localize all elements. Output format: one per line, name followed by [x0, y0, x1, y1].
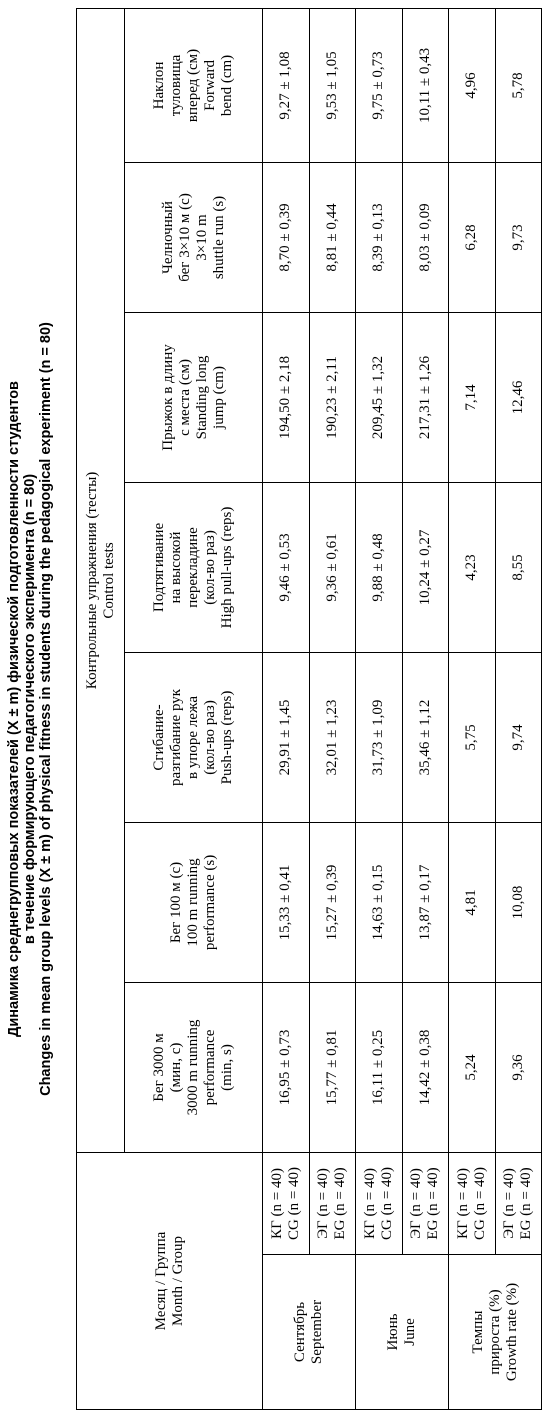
table-row	[356, 8, 403, 1409]
value-cell: 6,28	[449, 162, 496, 312]
value-cell: 9,88 ± 0,48	[356, 482, 403, 652]
column-header-pull-ups: Подтягивание на высокой перекладине (кол-во раз) High pull-ups (reps)	[125, 482, 263, 652]
value-cell: 9,36 ± 0,61	[309, 482, 356, 652]
group-cell: КГ (n = 40) CG (n = 40)	[356, 1152, 403, 1254]
table-row	[449, 8, 496, 1409]
column-header-100m: Бег 100 м (с) 100 m running performance (s)	[125, 822, 263, 982]
value-cell: 31,73 ± 1,09	[356, 652, 403, 822]
value-cell: 9,75 ± 0,73	[356, 8, 403, 162]
table-row	[402, 8, 449, 1409]
value-cell: 14,63 ± 0,15	[356, 822, 403, 982]
group-cell: ЭГ (n = 40) EG (n = 40)	[402, 1152, 449, 1254]
column-header-forward-bend: Наклон туловища вперед (см) Forward bend (cm)	[125, 8, 263, 162]
value-cell: 15,77 ± 0,81	[309, 982, 356, 1152]
group-cell: КГ (n = 40) CG (n = 40)	[449, 1152, 496, 1254]
value-cell: 8,03 ± 0,09	[402, 162, 449, 312]
value-cell: 9,74	[495, 652, 542, 822]
group-cell: ЭГ (n = 40) EG (n = 40)	[309, 1152, 356, 1254]
value-cell: 9,27 ± 1,08	[263, 8, 310, 162]
value-cell: 5,75	[449, 652, 496, 822]
value-cell: 7,14	[449, 312, 496, 482]
value-cell: 217,31 ± 1,26	[402, 312, 449, 482]
section-label-growth-rate: Темпы прироста (%) Growth rate (%)	[449, 1255, 542, 1410]
value-cell: 8,39 ± 0,13	[356, 162, 403, 312]
value-cell: 15,33 ± 0,41	[263, 822, 310, 982]
column-header-long-jump: Прыжок в длину с места (см) Standing long jump (cm)	[125, 312, 263, 482]
table-row	[309, 8, 356, 1409]
value-cell: 5,78	[495, 8, 542, 162]
value-cell: 8,55	[495, 482, 542, 652]
value-cell: 10,08	[495, 822, 542, 982]
value-cell: 9,36	[495, 982, 542, 1152]
column-header-3000m: Бег 3000 м (мин, с) 3000 m running performance (min, s)	[125, 982, 263, 1152]
section-label-june: Июнь June	[356, 1255, 449, 1410]
value-cell: 35,46 ± 1,12	[402, 652, 449, 822]
header-month-group: Месяц / Группа Month / Group	[77, 1152, 263, 1409]
value-cell: 4,23	[449, 482, 496, 652]
value-cell: 13,87 ± 0,17	[402, 822, 449, 982]
value-cell: 8,81 ± 0,44	[309, 162, 356, 312]
column-header-push-ups: Сгибание- разгибание рук в упоре лежа (кол-во раз) Push-ups (reps)	[125, 652, 263, 822]
value-cell: 5,24	[449, 982, 496, 1152]
value-cell: 4,96	[449, 8, 496, 162]
table-row	[263, 8, 310, 1409]
caption-ru-line-2: в течение формирующего педагогического эксперимента (n = 80)	[22, 473, 38, 945]
value-cell: 16,95 ± 0,73	[263, 982, 310, 1152]
group-cell: КГ (n = 40) CG (n = 40)	[263, 1152, 310, 1254]
value-cell: 16,11 ± 0,25	[356, 982, 403, 1152]
group-cell: ЭГ (n = 40) EG (n = 40)	[495, 1152, 542, 1254]
value-cell: 9,46 ± 0,53	[263, 482, 310, 652]
section-label-september: Сентябрь September	[263, 1255, 356, 1410]
caption-ru-line-1: Динамика среднегрупповых показателей (X ± m) физической подготовленности студентов	[6, 381, 22, 1037]
caption-en-line: Changes in mean group levels (X ± m) of physical fitness in students during the pedagogical experiment (n = 80)	[38, 322, 54, 1096]
value-cell: 14,42 ± 0,38	[402, 982, 449, 1152]
value-cell: 15,27 ± 0,39	[309, 822, 356, 982]
value-cell: 209,45 ± 1,32	[356, 312, 403, 482]
value-cell: 9,73	[495, 162, 542, 312]
value-cell: 10,24 ± 0,27	[402, 482, 449, 652]
value-cell: 10,11 ± 0,43	[402, 8, 449, 162]
value-cell: 194,50 ± 2,18	[263, 312, 310, 482]
value-cell: 32,01 ± 1,23	[309, 652, 356, 822]
header-control-tests: Контрольные упражнения (тесты) Control tests	[77, 8, 125, 1152]
fitness-table	[76, 8, 542, 1410]
column-header-shuttle-run: Челночный бег 3×10 м (с) 3×10 m shuttle run (s)	[125, 162, 263, 312]
value-cell: 29,91 ± 1,45	[263, 652, 310, 822]
value-cell: 9,53 ± 1,05	[309, 8, 356, 162]
header-row-1	[77, 8, 125, 1409]
value-cell: 12,46	[495, 312, 542, 482]
value-cell: 4,81	[449, 822, 496, 982]
value-cell: 8,70 ± 0,39	[263, 162, 310, 312]
value-cell: 190,23 ± 2,11	[309, 312, 356, 482]
table-caption	[6, 0, 54, 1418]
table-row	[495, 8, 542, 1409]
